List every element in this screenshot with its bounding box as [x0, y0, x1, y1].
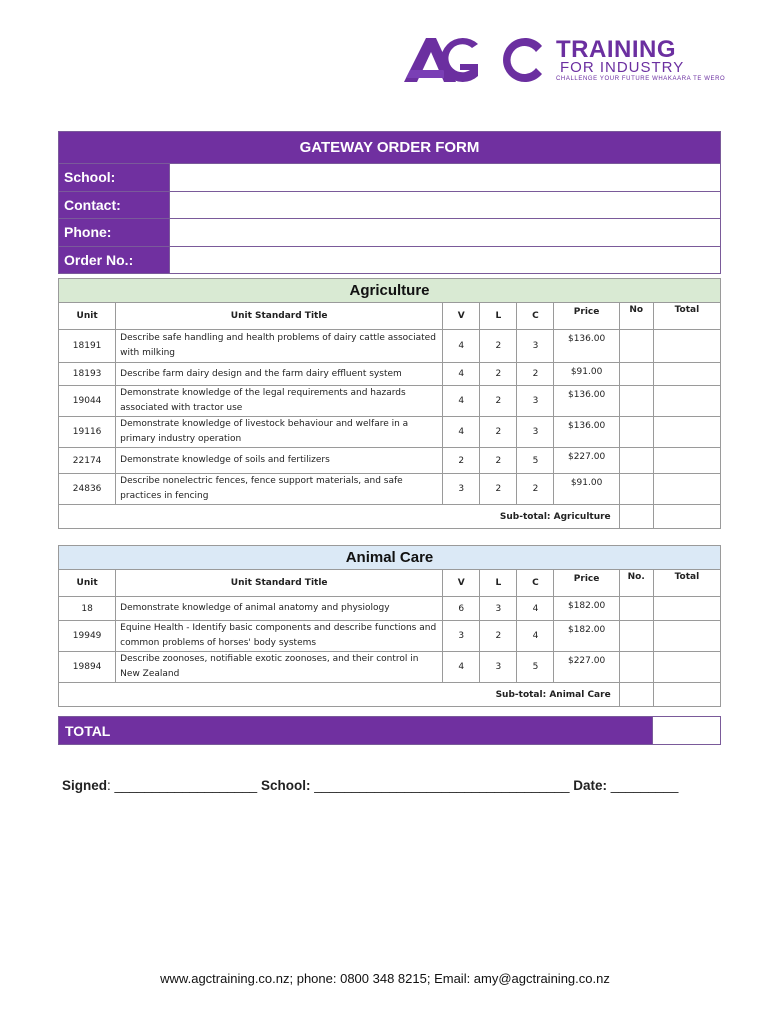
phone-field[interactable]: [170, 219, 720, 246]
col-c: C: [517, 303, 554, 330]
agriculture-subtotal-label: Sub-total: Agriculture: [59, 505, 620, 529]
unit-l: 2: [480, 448, 517, 474]
quantity-field[interactable]: [619, 448, 653, 474]
row-total-field[interactable]: [653, 330, 720, 363]
table-row: [59, 330, 721, 363]
school-row: [59, 163, 720, 191]
animal-care-table: [58, 545, 721, 707]
unit-code: 22174: [59, 448, 116, 474]
row-total-field[interactable]: [653, 363, 720, 386]
col-title: Unit Standard Title: [116, 303, 443, 330]
unit-c: 3: [517, 330, 554, 363]
col-l: L: [480, 303, 517, 330]
unit-c: 3: [517, 417, 554, 448]
col-unit: Unit: [59, 303, 116, 330]
unit-v: 4: [443, 386, 480, 417]
contact-label: Contact:: [59, 192, 170, 219]
agriculture-section-header: [59, 279, 721, 303]
col-title: Unit Standard Title: [116, 570, 443, 597]
agriculture-subtotal-no[interactable]: [619, 505, 653, 529]
signature-line: [62, 778, 678, 793]
row-total-field[interactable]: [653, 597, 720, 621]
unit-c: 5: [517, 448, 554, 474]
col-total: Total: [653, 570, 720, 597]
row-total-field[interactable]: [653, 417, 720, 448]
logo-tagline: CHALLENGE YOUR FUTURE WHAKAARA TE WERO: [556, 76, 726, 82]
school-sign-label: School:: [260, 778, 311, 793]
row-total-field[interactable]: [653, 652, 720, 683]
row-total-field[interactable]: [653, 386, 720, 417]
unit-l: 2: [480, 621, 517, 652]
unit-v: 4: [443, 330, 480, 363]
row-total-field[interactable]: [653, 474, 720, 505]
unit-v: 2: [443, 448, 480, 474]
quantity-field[interactable]: [619, 330, 653, 363]
school-sign-field[interactable]: __________________________________: [310, 778, 570, 793]
unit-title: Demonstrate knowledge of animal anatomy and physiology: [116, 597, 443, 621]
unit-price: $136.00: [554, 386, 619, 417]
table-row: [59, 652, 721, 683]
unit-l: 2: [480, 417, 517, 448]
unit-code: 19044: [59, 386, 116, 417]
phone-label: Phone:: [59, 219, 170, 246]
col-price: Price: [554, 303, 619, 330]
row-total-field[interactable]: [653, 448, 720, 474]
unit-code: 18193: [59, 363, 116, 386]
unit-c: 4: [517, 597, 554, 621]
col-c: C: [517, 570, 554, 597]
unit-price: $91.00: [554, 474, 619, 505]
row-total-field[interactable]: [653, 621, 720, 652]
total-field[interactable]: [653, 717, 720, 744]
unit-price: $227.00: [554, 652, 619, 683]
agc-logo: [404, 34, 724, 90]
date-field[interactable]: _________: [607, 778, 679, 793]
animal-care-subtotal-no[interactable]: [619, 683, 653, 707]
unit-title: Equine Health - Identify basic components and describe functions and common problems of horses' body systems: [116, 621, 443, 652]
order-form-header: [58, 131, 721, 274]
unit-code: 19949: [59, 621, 116, 652]
school-field[interactable]: [170, 164, 720, 191]
unit-v: 3: [443, 621, 480, 652]
table-row: [59, 417, 721, 448]
footer-contact: www.agctraining.co.nz; phone: 0800 348 8215; Email: amy@agctraining.co.nz: [160, 971, 610, 986]
unit-l: 3: [480, 597, 517, 621]
table-row: [59, 363, 721, 386]
col-v: V: [443, 570, 480, 597]
animal-care-subtotal-label: Sub-total: Animal Care: [59, 683, 620, 707]
unit-v: 3: [443, 474, 480, 505]
unit-c: 3: [517, 386, 554, 417]
unit-code: 18191: [59, 330, 116, 363]
order-no-field[interactable]: [170, 247, 720, 274]
animal-care-rows: [59, 597, 721, 683]
quantity-field[interactable]: [619, 386, 653, 417]
col-no: No.: [619, 570, 653, 597]
col-total: Total: [653, 303, 720, 330]
animal-care-column-headers: [59, 570, 721, 597]
table-row: [59, 621, 721, 652]
unit-title: Describe nonelectric fences, fence support materials, and safe practices in fencing: [116, 474, 443, 505]
unit-title: Describe safe handling and health problems of dairy cattle associated with milking: [116, 330, 443, 363]
quantity-field[interactable]: [619, 621, 653, 652]
agriculture-rows: [59, 330, 721, 505]
animal-care-title: Animal Care: [59, 546, 721, 570]
agriculture-column-headers: [59, 303, 721, 330]
quantity-field[interactable]: [619, 363, 653, 386]
phone-row: [59, 218, 720, 246]
total-bar: [58, 716, 721, 745]
unit-price: $136.00: [554, 330, 619, 363]
unit-title: Demonstrate knowledge of the legal requirements and hazards associated with tractor use: [116, 386, 443, 417]
col-no: No: [619, 303, 653, 330]
unit-code: 24836: [59, 474, 116, 505]
form-title: GATEWAY ORDER FORM: [59, 132, 720, 163]
unit-code: 18: [59, 597, 116, 621]
table-row: [59, 448, 721, 474]
logo-for-industry-text: FOR INDUSTRY: [560, 59, 685, 76]
unit-l: 2: [480, 330, 517, 363]
quantity-field[interactable]: [619, 474, 653, 505]
quantity-field[interactable]: [619, 652, 653, 683]
unit-l: 2: [480, 363, 517, 386]
school-label: School:: [59, 164, 170, 191]
unit-l: 3: [480, 652, 517, 683]
unit-c: 2: [517, 474, 554, 505]
quantity-field[interactable]: [619, 417, 653, 448]
unit-code: 19894: [59, 652, 116, 683]
unit-title: Demonstrate knowledge of livestock behaviour and welfare in a primary industry operation: [116, 417, 443, 448]
unit-price: $182.00: [554, 621, 619, 652]
unit-c: 4: [517, 621, 554, 652]
col-l: L: [480, 570, 517, 597]
unit-l: 2: [480, 474, 517, 505]
signed-field[interactable]: : ___________________: [107, 778, 258, 793]
col-price: Price: [554, 570, 619, 597]
col-v: V: [443, 303, 480, 330]
animal-care-subtotal-row: [59, 683, 721, 707]
date-label: Date:: [573, 778, 607, 793]
col-unit: Unit: [59, 570, 116, 597]
unit-v: 4: [443, 652, 480, 683]
animal-care-subtotal-value[interactable]: [653, 683, 720, 707]
agriculture-subtotal-value[interactable]: [653, 505, 720, 529]
table-row: [59, 474, 721, 505]
unit-title: Demonstrate knowledge of soils and fertilizers: [116, 448, 443, 474]
unit-l: 2: [480, 386, 517, 417]
unit-price: $227.00: [554, 448, 619, 474]
unit-title: Describe zoonoses, notifiable exotic zoonoses, and their control in New Zealand: [116, 652, 443, 683]
contact-field[interactable]: [170, 192, 720, 219]
unit-v: 6: [443, 597, 480, 621]
unit-price: $182.00: [554, 597, 619, 621]
quantity-field[interactable]: [619, 597, 653, 621]
order-no-row: [59, 246, 720, 274]
contact-row: [59, 191, 720, 219]
unit-c: 5: [517, 652, 554, 683]
agc-logo-mark: [404, 34, 544, 86]
animal-care-section-header: [59, 546, 721, 570]
unit-v: 4: [443, 417, 480, 448]
unit-c: 2: [517, 363, 554, 386]
agriculture-title: Agriculture: [59, 279, 721, 303]
signed-label: Signed: [62, 778, 108, 793]
logo-training-text: TRAINING: [556, 36, 676, 63]
unit-price: $91.00: [554, 363, 619, 386]
unit-title: Describe farm dairy design and the farm dairy effluent system: [116, 363, 443, 386]
unit-price: $136.00: [554, 417, 619, 448]
agriculture-table: [58, 278, 721, 529]
agriculture-subtotal-row: [59, 505, 721, 529]
total-label: TOTAL: [59, 717, 653, 744]
table-row: [59, 597, 721, 621]
unit-v: 4: [443, 363, 480, 386]
order-no-label: Order No.:: [59, 247, 170, 274]
unit-code: 19116: [59, 417, 116, 448]
table-row: [59, 386, 721, 417]
